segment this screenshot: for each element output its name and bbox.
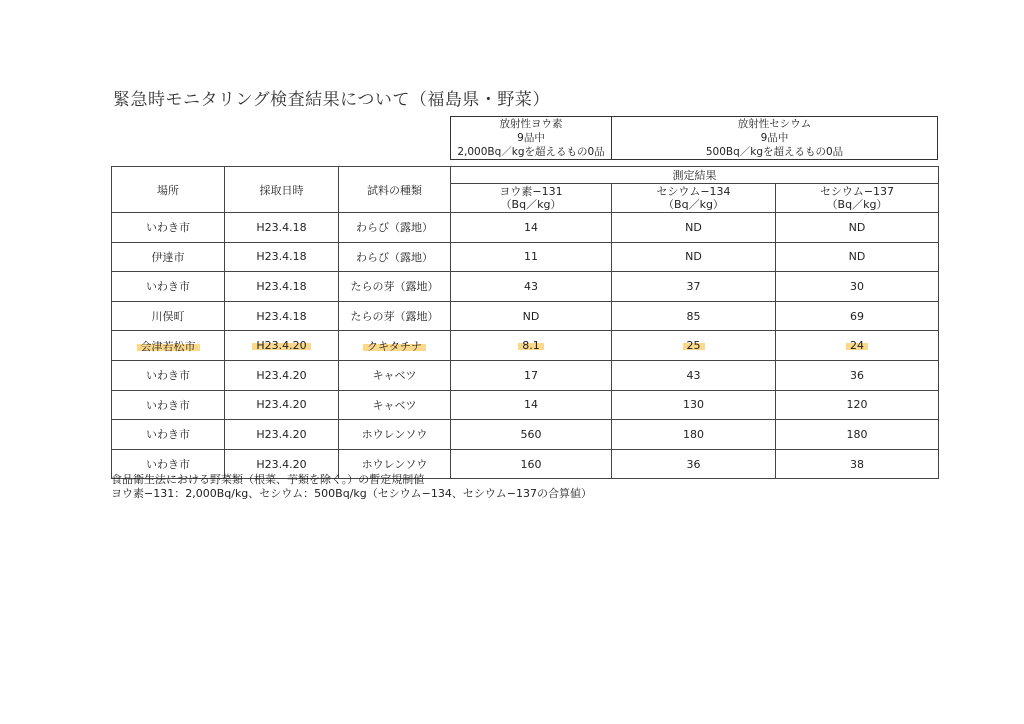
table-row [112, 272, 939, 302]
header-sample: 試料の種類 [339, 167, 451, 213]
cell-cs137: ND [776, 213, 939, 243]
highlight-sample: クキタチナ [363, 340, 426, 353]
table-row [112, 301, 939, 331]
cell-cs137: 180 [776, 420, 939, 450]
cell-i131: 560 [451, 420, 612, 450]
cell-i131: 17 [451, 360, 612, 390]
header-cs137-unit: （Bq／kg） [826, 198, 888, 211]
header-measurement: 測定結果 [451, 167, 939, 184]
cell-sample: わらび（露地） [339, 242, 451, 272]
cell-date: H23.4.20 [225, 360, 339, 390]
table-row [112, 360, 939, 390]
summary-cesium [612, 117, 937, 159]
cell-place: いわき市 [112, 420, 225, 450]
highlight-date: H23.4.20 [252, 339, 310, 352]
summary-iodine-label: 放射性ヨウ素 [499, 118, 563, 130]
cell-date [225, 331, 339, 361]
cell-date: H23.4.18 [225, 242, 339, 272]
cell-i131: 14 [451, 390, 612, 420]
highlight-cs134: 25 [683, 339, 705, 352]
cell-date: H23.4.20 [225, 390, 339, 420]
table-row [112, 390, 939, 420]
cell-cs134: 37 [612, 272, 776, 302]
cell-sample: キャベツ [339, 390, 451, 420]
cell-cs137 [776, 331, 939, 361]
cell-cs134: 36 [612, 449, 776, 479]
summary-iodine [451, 117, 612, 159]
cell-i131: 43 [451, 272, 612, 302]
cell-cs137: 38 [776, 449, 939, 479]
cell-cs137: 30 [776, 272, 939, 302]
header-cs134 [612, 184, 776, 213]
header-i131-unit: （Bq／kg） [500, 198, 562, 211]
cell-date: H23.4.20 [225, 449, 339, 479]
highlight-place: 会津若松市 [137, 340, 200, 353]
cell-place: いわき市 [112, 449, 225, 479]
cell-place [112, 331, 225, 361]
header-place: 場所 [112, 167, 225, 213]
header-date: 採取日時 [225, 167, 339, 213]
header-cs134-name: セシウム−134 [656, 185, 731, 198]
cell-sample: ホウレンソウ [339, 449, 451, 479]
table-row [112, 213, 939, 243]
header-cs137 [776, 184, 939, 213]
cell-place: いわき市 [112, 213, 225, 243]
header-cs137-name: セシウム−137 [819, 185, 895, 198]
cell-place: 川俣町 [112, 301, 225, 331]
highlight-cs137: 24 [846, 339, 868, 352]
summary-iodine-count: 9品中 [517, 132, 545, 144]
cell-sample: キャベツ [339, 360, 451, 390]
highlight-i131: 8.1 [518, 339, 544, 352]
summary-box [450, 116, 938, 160]
cell-sample: わらび（露地） [339, 213, 451, 243]
cell-cs137: ND [776, 242, 939, 272]
cell-date: H23.4.18 [225, 272, 339, 302]
summary-cesium-label: 放射性セシウム [737, 118, 812, 130]
summary-cesium-result: 500Bq／kgを超えるもの0品 [705, 146, 844, 158]
cell-sample: ホウレンソウ [339, 420, 451, 450]
table-row [112, 420, 939, 450]
table-row-highlighted [112, 331, 939, 361]
cell-place: いわき市 [112, 272, 225, 302]
header-i131-name: ヨウ素−131 [499, 185, 563, 198]
summary-iodine-result: 2,000Bq／kgを超えるもの0品 [457, 146, 605, 158]
cell-place: 伊達市 [112, 242, 225, 272]
cell-cs134 [612, 331, 776, 361]
cell-i131: ND [451, 301, 612, 331]
cell-cs134: ND [612, 213, 776, 243]
footnote-line-1: 食品衛生法における野菜類（根菜、芋類を除く。）の暫定規制値 [111, 473, 425, 486]
cell-i131: 160 [451, 449, 612, 479]
cell-i131: 14 [451, 213, 612, 243]
results-table [111, 166, 939, 479]
cell-cs137: 36 [776, 360, 939, 390]
cell-cs134: 85 [612, 301, 776, 331]
cell-cs134: 130 [612, 390, 776, 420]
cell-i131: 11 [451, 242, 612, 272]
cell-date: H23.4.18 [225, 213, 339, 243]
cell-place: いわき市 [112, 390, 225, 420]
cell-cs134: 43 [612, 360, 776, 390]
table-row [112, 242, 939, 272]
cell-sample: たらの芽（露地） [339, 301, 451, 331]
footnote-line-2: ヨウ素−131：2,000Bq/kg、セシウム：500Bq/kg（セシウム−134、セシウム−137の合算値） [111, 487, 592, 500]
cell-sample: たらの芽（露地） [339, 272, 451, 302]
header-cs134-unit: （Bq／kg） [663, 198, 724, 211]
cell-cs134: ND [612, 242, 776, 272]
cell-date: H23.4.20 [225, 420, 339, 450]
cell-sample [339, 331, 451, 361]
cell-i131 [451, 331, 612, 361]
cell-cs134: 180 [612, 420, 776, 450]
cell-cs137: 120 [776, 390, 939, 420]
page-title: 緊急時モニタリング検査結果について（福島県・野菜） [113, 90, 550, 110]
summary-cesium-count: 9品中 [760, 132, 789, 144]
cell-date: H23.4.18 [225, 301, 339, 331]
footnotes [111, 473, 592, 501]
cell-cs137: 69 [776, 301, 939, 331]
header-i131 [451, 184, 612, 213]
cell-place: いわき市 [112, 360, 225, 390]
